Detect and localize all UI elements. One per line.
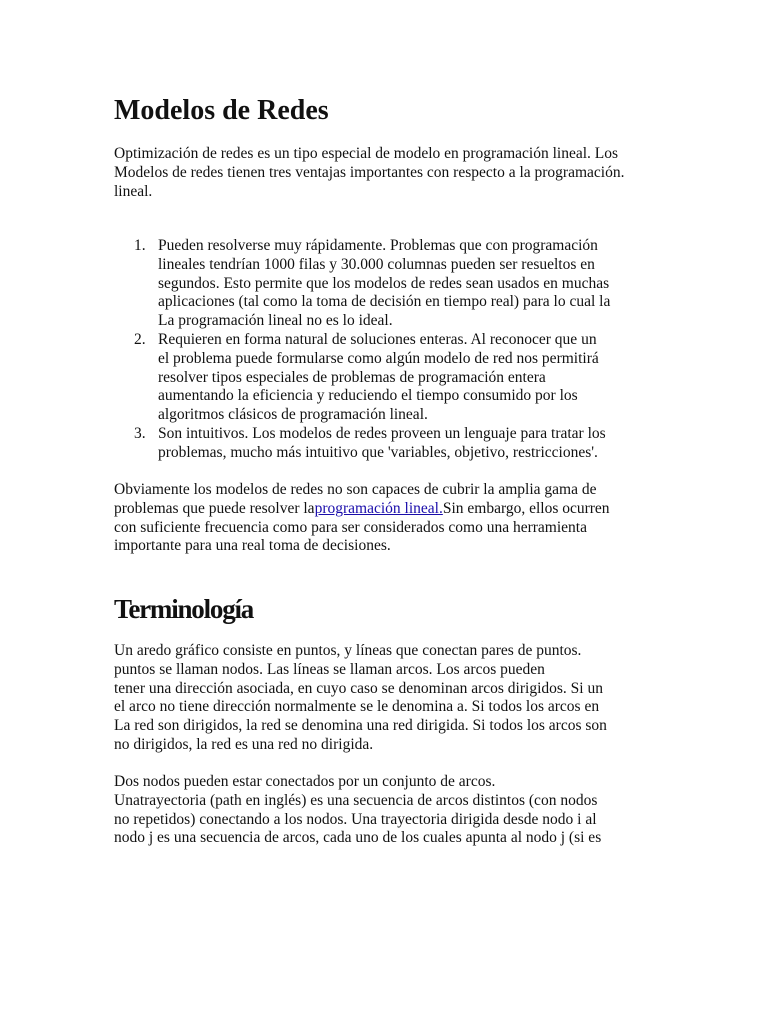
paragraph-line: no repetidos) conectando a los nodos. Una trayectoria dirigida desde nodo i al — [114, 810, 597, 828]
list-line: lineales tendrían 1000 filas y 30.000 columnas pueden ser resueltos en — [158, 255, 595, 273]
paragraph-line: Unatrayectoria (path en inglés) es una secuencia de arcos distintos (con nodos — [114, 791, 598, 809]
paragraph-line: tener una dirección asociada, en cuyo caso se denominan arcos dirigidos. Si un — [114, 679, 603, 697]
section-heading: Terminología — [114, 594, 254, 624]
page-title: Modelos de Redes — [114, 95, 329, 126]
list-number: 2. — [134, 331, 146, 348]
paragraph-line: puntos se llaman nodos. Las líneas se llaman arcos. Los arcos pueden — [114, 660, 545, 678]
list-number: 3. — [134, 425, 146, 442]
list-item — [114, 425, 744, 463]
intro-line: Optimización de redes es un tipo especial de modelo en programación lineal. Los — [114, 145, 619, 162]
paragraph-line: Dos nodos pueden estar conectados por un conjunto de arcos. — [114, 773, 496, 790]
paragraph-2 — [114, 481, 610, 556]
list-line: Pueden resolverse muy rápidamente. Problemas que con programación — [158, 237, 598, 254]
paragraph-line: Un aredo gráfico consiste en puntos, y líneas que conectan pares de puntos. — [114, 642, 582, 659]
paragraph-4 — [114, 773, 601, 848]
advantages-list-3 — [114, 425, 744, 463]
paragraph-line: con suficiente frecuencia como para ser considerados como una herramienta — [114, 518, 587, 536]
list-line: algoritmos clásicos de programación lineal. — [158, 406, 428, 424]
list-line: La programación lineal no es lo ideal. — [158, 312, 393, 330]
list-line: resolver tipos especiales de problemas de programación entera — [158, 368, 546, 386]
paragraph-text: problemas que puede resolver la — [114, 499, 315, 517]
list-line: aumentando la eficiencia y reduciendo el tiempo consumido por los — [158, 387, 578, 405]
intro-line: lineal. — [114, 182, 153, 200]
paragraph-line: importante para una real toma de decisiones. — [114, 537, 391, 555]
paragraph-line: nodo j es una secuencia de arcos, cada uno de los cuales apunta al nodo j (si es — [114, 829, 602, 847]
list-number: 1. — [134, 237, 146, 254]
list-item — [114, 237, 729, 331]
paragraph-3 — [114, 642, 607, 755]
intro-line: Modelos de redes tienen tres ventajas importantes con respecto a la programación. — [114, 163, 625, 181]
list-line: segundos. Esto permite que los modelos de redes sean usados en muchas — [158, 274, 610, 292]
paragraph-line: Obviamente los modelos de redes no son capaces de cubrir la amplia gama de — [114, 481, 597, 498]
list-line: Requieren en forma natural de soluciones enteras. Al reconocer que un — [158, 331, 597, 348]
list-line: problemas, mucho más intuitivo que 'variables, objetivo, restricciones'. — [158, 443, 598, 461]
advantages-list — [114, 237, 729, 331]
paragraph-line: no dirigidos, la red es una red no dirigida. — [114, 735, 374, 753]
list-line: Son intuitivos. Los modelos de redes proveen un lenguaje para tratar los — [158, 425, 606, 442]
paragraph-line — [114, 500, 610, 519]
intro-paragraph — [114, 145, 624, 201]
list-item — [114, 331, 729, 425]
paragraph-line: el arco no tiene dirección normalmente se le denomina a. Si todos los arcos en — [114, 698, 600, 716]
list-line: el problema puede formularse como algún modelo de red nos permitirá — [158, 349, 599, 367]
paragraph-text: Sin embargo, ellos ocurren — [442, 499, 610, 517]
programacion-lineal-link[interactable]: programación lineal. — [314, 499, 443, 517]
paragraph-line: La red son dirigidos, la red se denomina una red dirigida. Si todos los arcos son — [114, 717, 607, 735]
advantages-list-2 — [114, 331, 729, 425]
list-line: aplicaciones (tal como la toma de decisión en tiempo real) para lo cual la — [158, 293, 611, 311]
